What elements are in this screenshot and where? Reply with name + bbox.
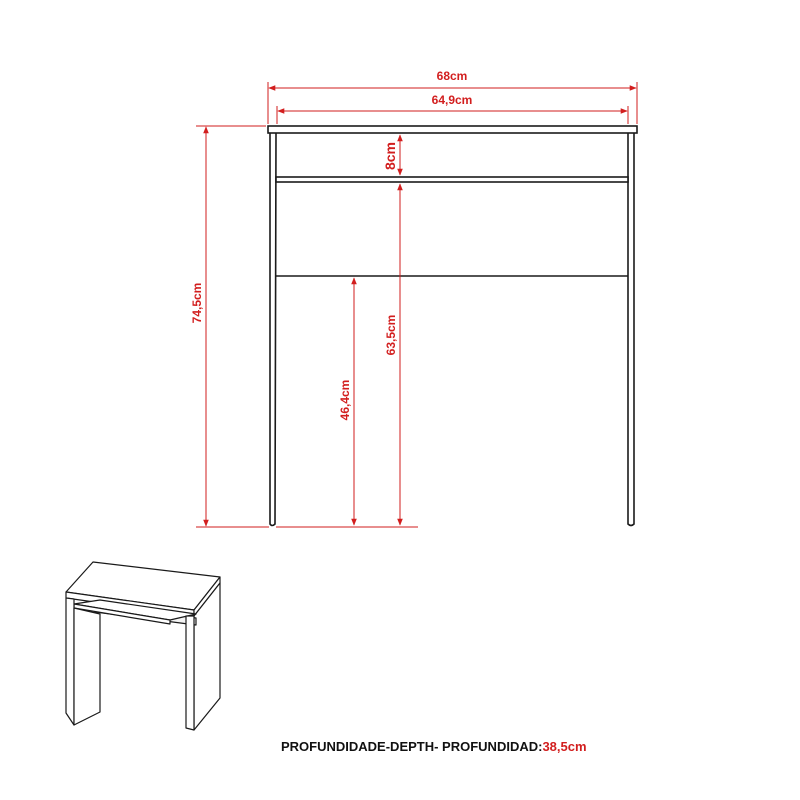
iso-left-side-inner — [74, 608, 100, 725]
iso-right-panel-front — [186, 616, 194, 730]
inner-width-label: 64,9cm — [431, 93, 473, 107]
depth-caption — [281, 739, 587, 754]
dimension-lines — [196, 82, 637, 527]
overall-width-label: 68cm — [436, 69, 468, 83]
desk-front-view — [268, 126, 637, 526]
panel-clearance-label: 46,4cm — [338, 379, 352, 421]
desk-top — [268, 126, 637, 133]
drawer-height-label: 8cm — [382, 141, 398, 171]
overall-height-label: 74,5cm — [190, 282, 204, 324]
depth-label: PROFUNDIDADE-DEPTH- PROFUNDIDAD: — [281, 739, 543, 754]
leg-clearance-label: 63,5cm — [384, 314, 398, 356]
desk-isometric-view — [66, 562, 220, 730]
drawer-shelf — [276, 177, 628, 182]
depth-value: 38,5cm — [542, 739, 587, 754]
right-leg — [628, 133, 634, 526]
left-leg — [270, 133, 276, 526]
svg-text:PROFUNDIDADE-DEPTH- PROFUNDIDA — [281, 739, 587, 754]
iso-left-side-panel — [66, 598, 74, 725]
dimension-labels — [190, 69, 472, 420]
